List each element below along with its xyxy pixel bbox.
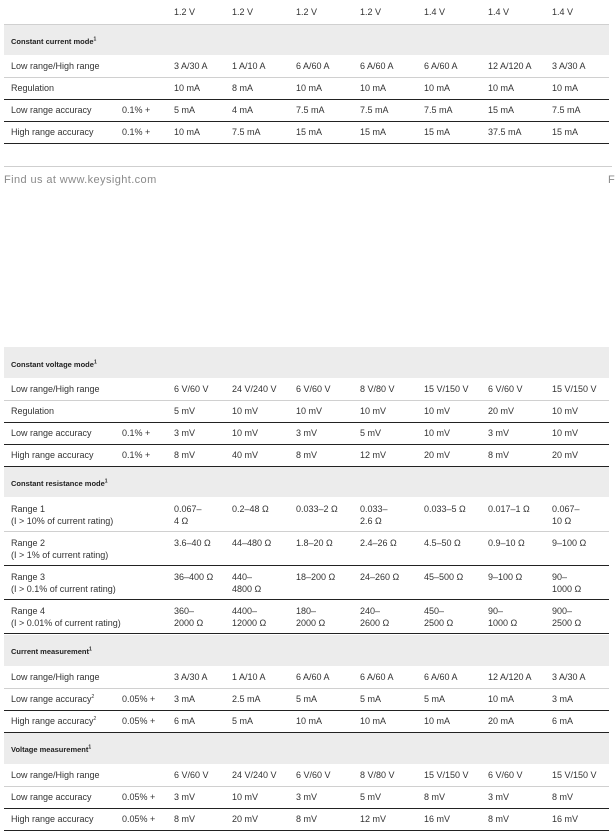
accuracy-prefix: 0.1% + <box>122 450 151 460</box>
table-cell: 10 mA <box>360 716 387 726</box>
table-cell: 2.5 mA <box>232 694 261 704</box>
table-cell: 4400– <box>232 606 258 616</box>
table-cell: 36–400 Ω <box>174 572 214 582</box>
table-cell: 12000 Ω <box>232 618 267 628</box>
table-cell: 15 V/150 V <box>552 770 597 780</box>
section-header-constant-voltage <box>4 347 609 378</box>
table-cell: 1 A/10 A <box>232 672 266 682</box>
table-cell: 10 mV <box>232 792 259 802</box>
table-cell: 3 mA <box>552 694 574 704</box>
footer-text: Find us at www.keysight.com <box>4 174 157 186</box>
table-cell: 3.6–40 Ω <box>174 538 211 548</box>
table-cell: 10 mV <box>424 428 451 438</box>
table-cell: 5 mV <box>360 428 382 438</box>
table-cell: 8 mV <box>552 792 574 802</box>
table-cell: 12 A/120 A <box>488 61 532 71</box>
row-label: Range 3 <box>11 572 46 582</box>
table-cell: 6 A/60 A <box>360 61 394 71</box>
table-cell: 15 V/150 V <box>424 384 469 394</box>
table-cell: 10 mV <box>424 406 451 416</box>
table-cell: 6 V/60 V <box>296 384 331 394</box>
accuracy-prefix: 0.1% + <box>122 428 151 438</box>
row-label-text: Low range/High range <box>11 770 100 780</box>
table-cell: 10 mA <box>174 127 201 137</box>
table-cell: 6 mA <box>174 716 196 726</box>
table-row <box>4 100 609 122</box>
table-row <box>4 423 609 445</box>
row-label <box>11 450 94 461</box>
row-label-text: Regulation <box>11 83 55 93</box>
table-cell: 8 mA <box>232 83 254 93</box>
row-label <box>11 770 100 781</box>
table-cell: 4 mA <box>232 105 254 115</box>
table-cell: 5 mV <box>360 792 382 802</box>
table-cell: 7.5 mA <box>360 105 389 115</box>
table-cell: 24 V/240 V <box>232 384 277 394</box>
footnote-marker: 1 <box>88 646 92 653</box>
table-cell: 12 A/120 A <box>488 672 532 682</box>
row-label: Range 4 <box>11 606 46 616</box>
table-cell: 6 mA <box>552 716 574 726</box>
row-label-text: Low range/High range <box>11 384 100 394</box>
table-cell: 9–100 Ω <box>488 572 523 582</box>
section-header-constant-current <box>4 25 609 55</box>
table-cell: 18–200 Ω <box>296 572 336 582</box>
table-cell: 3 A/30 A <box>552 672 586 682</box>
table-cell: 1.2 V <box>232 7 254 17</box>
accuracy-prefix: 0.05% + <box>122 814 156 824</box>
table-cell: 1.2 V <box>296 7 318 17</box>
table-cell: 5 mA <box>174 105 196 115</box>
table-cell: 1.4 V <box>552 7 574 17</box>
table-cell: 3 A/30 A <box>174 672 208 682</box>
accuracy-prefix: 0.05% + <box>122 716 156 726</box>
table-cell: 5 mA <box>424 694 446 704</box>
section-header-current-measurement <box>4 635 609 666</box>
table-cell: 16 mV <box>552 814 579 824</box>
row-label-text: High range accuracy <box>11 716 94 726</box>
table-cell: 37.5 mA <box>488 127 522 137</box>
table-cell: 1.4 V <box>488 7 510 17</box>
table-cell: 1 A/10 A <box>232 61 266 71</box>
table-cell: 6 V/60 V <box>174 384 209 394</box>
section-header-voltage-measurement <box>4 733 609 764</box>
table-cell: 7.5 mA <box>232 127 261 137</box>
table-cell: 15 mA <box>296 127 323 137</box>
table-cell: 40 mV <box>232 450 259 460</box>
table-cell: 1.8–20 Ω <box>296 538 333 548</box>
table-cell: 10 mA <box>360 83 387 93</box>
row-label-text: Low range accuracy <box>11 105 92 115</box>
row-label <box>11 83 54 94</box>
footnote-marker: 2 <box>93 716 97 722</box>
table-cell: 450– <box>424 606 445 616</box>
table-cell: 12 mV <box>360 814 387 824</box>
table-cell: 2600 Ω <box>360 618 390 628</box>
row-label: Range 2 <box>11 538 46 548</box>
footnote-marker: 1 <box>104 478 108 485</box>
table-cell: 3 mV <box>296 428 318 438</box>
row-label <box>11 672 100 683</box>
row-label-text: High range accuracy <box>11 450 94 460</box>
table-cell: 1000 Ω <box>488 618 518 628</box>
table-cell: 1.2 V <box>360 7 382 17</box>
table-row <box>4 711 609 733</box>
section-title: Voltage measurement <box>11 745 89 754</box>
row-label: Range 1 <box>11 504 46 514</box>
table-cell: 240– <box>360 606 381 616</box>
table-cell: 24 V/240 V <box>232 770 277 780</box>
footnote-marker: 2 <box>91 694 95 700</box>
row-label <box>11 428 92 439</box>
row-sublabel: (I > 0.01% of current rating) <box>11 618 121 628</box>
table-cell: 10 Ω <box>552 516 572 526</box>
table-cell: 180– <box>296 606 317 616</box>
table-cell: 0.033– <box>360 504 388 514</box>
row-label-text: High range accuracy <box>11 127 94 137</box>
table-cell: 6 A/60 A <box>424 672 458 682</box>
footer-edge-char: F <box>608 174 615 186</box>
table-cell: 10 mV <box>232 428 259 438</box>
table-cell: 6 A/60 A <box>296 672 330 682</box>
table-cell: 90– <box>552 572 568 582</box>
table-row <box>4 765 609 787</box>
table-cell: 440– <box>232 572 253 582</box>
table-cell: 0.067– <box>552 504 580 514</box>
table-cell: 7.5 mA <box>296 105 325 115</box>
table-cell: 10 mA <box>424 716 451 726</box>
table-cell: 10 mV <box>360 406 387 416</box>
accuracy-prefix: 0.05% + <box>122 792 156 802</box>
table-cell: 4800 Ω <box>232 584 262 594</box>
table-cell: 16 mV <box>424 814 451 824</box>
row-sublabel: (I > 10% of current rating) <box>11 516 114 526</box>
table-cell: 3 mV <box>174 428 196 438</box>
table-cell: 3 mV <box>296 792 318 802</box>
section-title: Constant current mode <box>11 37 94 46</box>
table-cell: 360– <box>174 606 195 616</box>
table-cell: 2500 Ω <box>424 618 454 628</box>
table-cell: 8 mV <box>296 814 318 824</box>
table-cell: 4 Ω <box>174 516 189 526</box>
row-label <box>11 406 54 417</box>
table-cell: 10 mA <box>424 83 451 93</box>
table-row <box>4 498 609 532</box>
table-cell: 15 mA <box>488 105 515 115</box>
table-cell: 7.5 mA <box>424 105 453 115</box>
table-cell: 8 V/80 V <box>360 384 395 394</box>
table-cell: 5 mA <box>232 716 254 726</box>
table-cell: 10 mA <box>488 694 515 704</box>
section-title: Constant resistance mode <box>11 479 105 488</box>
table-row <box>4 0 609 25</box>
table-cell: 0.033–2 Ω <box>296 504 338 514</box>
table-cell: 20 mV <box>488 406 515 416</box>
table-cell: 6 V/60 V <box>488 770 523 780</box>
table-cell: 45–500 Ω <box>424 572 464 582</box>
row-label <box>11 814 94 825</box>
row-label <box>11 716 96 727</box>
table-row <box>4 56 609 78</box>
table-cell: 0.2–48 Ω <box>232 504 269 514</box>
table-cell: 6 A/60 A <box>424 61 458 71</box>
table-cell: 10 mA <box>552 83 579 93</box>
table-cell: 0.017–1 Ω <box>488 504 530 514</box>
table-cell: 5 mA <box>360 694 382 704</box>
row-label-text: Low range accuracy <box>11 792 92 802</box>
row-label <box>11 694 94 705</box>
row-sublabel: (I > 0.1% of current rating) <box>11 584 116 594</box>
accuracy-prefix: 0.1% + <box>122 127 151 137</box>
table-cell: 10 mA <box>488 83 515 93</box>
table-cell: 0.067– <box>174 504 202 514</box>
footnote-marker: 1 <box>93 359 97 366</box>
row-label <box>11 105 92 116</box>
footnote-marker: 1 <box>88 744 92 751</box>
table-cell: 8 mV <box>424 792 446 802</box>
table-row <box>4 532 609 566</box>
table-cell: 44–480 Ω <box>232 538 272 548</box>
table-cell: 0.033–5 Ω <box>424 504 466 514</box>
table-cell: 10 mA <box>296 716 323 726</box>
table-row <box>4 787 609 809</box>
table-cell: 8 V/80 V <box>360 770 395 780</box>
table-cell: 4.5–50 Ω <box>424 538 461 548</box>
table-cell: 20 mV <box>552 450 579 460</box>
table-cell: 5 mV <box>174 406 196 416</box>
row-label-text: Low range accuracy <box>11 428 92 438</box>
table-row <box>4 566 609 600</box>
table-cell: 3 A/30 A <box>174 61 208 71</box>
table-cell: 1000 Ω <box>552 584 582 594</box>
table-cell: 15 V/150 V <box>424 770 469 780</box>
table-cell: 3 A/30 A <box>552 61 586 71</box>
page-divider <box>4 166 612 167</box>
table-cell: 6 A/60 A <box>360 672 394 682</box>
footnote-marker: 1 <box>93 36 97 43</box>
table-cell: 2000 Ω <box>174 618 204 628</box>
section-title: Constant voltage mode <box>11 360 94 369</box>
table-cell: 9–100 Ω <box>552 538 587 548</box>
row-label-text: Low range/High range <box>11 672 100 682</box>
table-cell: 10 mV <box>552 406 579 416</box>
table-cell: 24–260 Ω <box>360 572 400 582</box>
table-cell: 10 mA <box>174 83 201 93</box>
table-cell: 15 V/150 V <box>552 384 597 394</box>
table-cell: 3 mA <box>174 694 196 704</box>
table-cell: 6 A/60 A <box>296 61 330 71</box>
table-cell: 20 mV <box>424 450 451 460</box>
table-cell: 2.6 Ω <box>360 516 382 526</box>
table-cell: 90– <box>488 606 504 616</box>
table-cell: 2.4–26 Ω <box>360 538 397 548</box>
row-label-text: Low range accuracy <box>11 694 92 704</box>
row-label <box>11 127 94 138</box>
table-cell: 1.2 V <box>174 7 196 17</box>
table-cell: 10 mV <box>296 406 323 416</box>
table-cell: 15 mA <box>360 127 387 137</box>
table-row <box>4 78 609 100</box>
table-cell: 10 mV <box>552 428 579 438</box>
table-cell: 6 V/60 V <box>488 384 523 394</box>
table-cell: 20 mA <box>488 716 515 726</box>
table-row <box>4 445 609 467</box>
section-header-constant-resistance <box>4 467 609 497</box>
accuracy-prefix: 0.1% + <box>122 105 151 115</box>
table-cell: 20 mV <box>232 814 259 824</box>
table-cell: 8 mV <box>488 450 510 460</box>
table-cell: 3 mV <box>488 428 510 438</box>
table-cell: 3 mV <box>174 792 196 802</box>
table-row <box>4 600 609 634</box>
table-cell: 2500 Ω <box>552 618 582 628</box>
table-cell: 10 mA <box>296 83 323 93</box>
table-cell: 8 mV <box>174 450 196 460</box>
table-row <box>4 809 609 831</box>
table-row <box>4 122 609 144</box>
row-label-text: High range accuracy <box>11 814 94 824</box>
row-label-text: Low range/High range <box>11 61 100 71</box>
row-label <box>11 792 92 803</box>
table-row <box>4 689 609 711</box>
table-cell: 15 mA <box>552 127 579 137</box>
table-cell: 12 mV <box>360 450 387 460</box>
section-title: Current measurement <box>11 647 89 656</box>
table-row <box>4 379 609 401</box>
table-cell: 7.5 mA <box>552 105 581 115</box>
table-cell: 5 mA <box>296 694 318 704</box>
table-cell: 8 mV <box>174 814 196 824</box>
table-cell: 8 mV <box>296 450 318 460</box>
table-cell: 900– <box>552 606 573 616</box>
table-cell: 1.4 V <box>424 7 446 17</box>
table-cell: 6 V/60 V <box>174 770 209 780</box>
table-cell: 15 mA <box>424 127 451 137</box>
row-label-text: Regulation <box>11 406 55 416</box>
row-label <box>11 61 100 72</box>
table-cell: 3 mV <box>488 792 510 802</box>
table-cell: 2000 Ω <box>296 618 326 628</box>
table-cell: 10 mV <box>232 406 259 416</box>
table-cell: 8 mV <box>488 814 510 824</box>
table-cell: 0.9–10 Ω <box>488 538 525 548</box>
table-row <box>4 401 609 423</box>
row-sublabel: (I > 1% of current rating) <box>11 550 109 560</box>
row-label <box>11 384 100 395</box>
table-cell: 6 V/60 V <box>296 770 331 780</box>
table-row <box>4 667 609 689</box>
accuracy-prefix: 0.05% + <box>122 694 156 704</box>
